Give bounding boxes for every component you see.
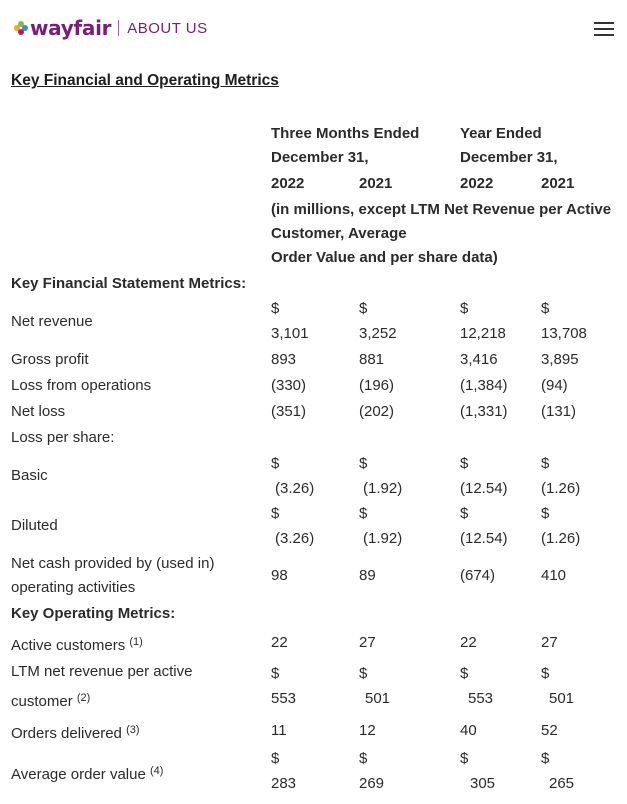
cell-value: (3.26) <box>275 530 315 547</box>
cell-value: (12.54) <box>460 480 508 497</box>
col-year: 2021 <box>541 175 575 192</box>
currency-symbol: $ <box>271 665 280 682</box>
col-year: 2022 <box>460 175 494 192</box>
brand-name: wayfair <box>30 16 112 40</box>
cell-value: 11 <box>271 722 287 739</box>
cell-value: 305 <box>470 775 496 792</box>
col-year: 2022 <box>271 175 305 192</box>
cell-value: (1.92) <box>363 530 403 547</box>
cell-value: 40 <box>460 722 477 739</box>
logo-divider <box>118 20 119 36</box>
cell-value: 12 <box>359 722 376 739</box>
row-label-loss-from-operations: Loss from operations <box>11 377 152 394</box>
cell-value: (1.92) <box>363 480 403 497</box>
currency-symbol: $ <box>271 300 280 317</box>
row-label-ltm-net-revenue: LTM net revenue per active <box>11 663 193 680</box>
currency-symbol: $ <box>541 455 550 472</box>
currency-symbol: $ <box>271 750 280 767</box>
col-group2-line2: December 31, <box>460 149 558 166</box>
cell-value: (12.54) <box>460 530 508 547</box>
cell-value: (202) <box>359 403 395 420</box>
cell-value: 27 <box>359 634 376 651</box>
currency-symbol: $ <box>271 455 280 472</box>
cell-value: (1,384) <box>460 377 508 394</box>
cell-value: 89 <box>359 567 376 584</box>
units-note-line2: Customer, Average <box>271 225 407 242</box>
currency-symbol: $ <box>460 455 469 472</box>
cell-value: 3,252 <box>359 325 397 342</box>
currency-symbol: $ <box>460 750 469 767</box>
row-label-net-cash-cont: operating activities <box>11 579 136 596</box>
site-header <box>0 0 627 62</box>
cell-value: 3,416 <box>460 351 498 368</box>
row-label-ltm-cont: customer $^{(2)}$ <box>11 692 91 710</box>
col-group1-line2: December 31, <box>271 149 369 166</box>
row-label-diluted: Diluted <box>11 517 58 534</box>
currency-symbol: $ <box>541 750 550 767</box>
cell-value: (94) <box>541 377 568 394</box>
row-label-net-revenue: Net revenue <box>11 313 93 330</box>
cell-value: 13,708 <box>541 325 587 342</box>
currency-symbol: $ <box>359 665 368 682</box>
currency-symbol: $ <box>541 300 550 317</box>
section-name: ABOUT US <box>127 19 208 37</box>
cell-value: 22 <box>271 634 288 651</box>
cell-value: 269 <box>359 775 385 792</box>
cell-value: 98 <box>271 567 288 584</box>
currency-symbol: $ <box>460 300 469 317</box>
cell-value: (1.26) <box>541 480 581 497</box>
pinwheel-logo-icon <box>14 21 28 35</box>
row-label-orders-delivered: Orders delivered $^{(3)}$ <box>11 724 140 742</box>
cell-value: 553 <box>468 690 494 707</box>
cell-value: (3.26) <box>275 480 315 497</box>
wayfair-logo[interactable] <box>14 16 208 40</box>
row-label-average-order-value: Average order value $^{(4)}$ <box>11 765 164 783</box>
cell-value: 265 <box>549 775 575 792</box>
cell-value: 52 <box>541 722 558 739</box>
cell-value: (1.26) <box>541 530 581 547</box>
col-group2-line1: Year Ended <box>460 125 542 142</box>
cell-value: 410 <box>541 567 567 584</box>
currency-symbol: $ <box>359 505 368 522</box>
currency-symbol: $ <box>541 505 550 522</box>
row-label-net-loss: Net loss <box>11 403 66 420</box>
cell-value: 881 <box>359 351 385 368</box>
cell-value: 283 <box>271 775 297 792</box>
cell-value: 3,895 <box>541 351 579 368</box>
currency-symbol: $ <box>359 455 368 472</box>
currency-symbol: $ <box>359 300 368 317</box>
hamburger-menu-icon[interactable] <box>594 22 616 40</box>
cell-value: 22 <box>460 634 477 651</box>
cell-value: 12,218 <box>460 325 506 342</box>
currency-symbol: $ <box>359 750 368 767</box>
cell-value: (351) <box>271 403 307 420</box>
currency-symbol: $ <box>271 505 280 522</box>
cell-value: 553 <box>271 690 297 707</box>
footnote-ref: (4) <box>149 765 164 777</box>
cell-value: (330) <box>271 377 307 394</box>
section-heading-operating: Key Operating Metrics: <box>11 605 176 622</box>
currency-symbol: $ <box>541 665 550 682</box>
section-heading-financial: Key Financial Statement Metrics: <box>11 275 247 292</box>
page-title[interactable]: Key Financial and Operating Metrics <box>11 72 279 89</box>
col-year: 2021 <box>359 175 393 192</box>
footnote-ref: (1) <box>129 636 143 648</box>
row-label-net-cash: Net cash provided by (used in) <box>11 555 215 572</box>
cell-value: 3,101 <box>271 325 309 342</box>
row-label-basic: Basic <box>11 467 48 484</box>
cell-value: 501 <box>549 690 575 707</box>
col-group1-line1: Three Months Ended <box>271 125 420 142</box>
currency-symbol: $ <box>460 665 469 682</box>
row-label-active-customers: Active customers $^{(1)}$ <box>11 636 143 654</box>
footnote-ref: (3) <box>126 724 140 736</box>
cell-value: 501 <box>365 690 391 707</box>
cell-value: (674) <box>460 567 496 584</box>
currency-symbol: $ <box>460 505 469 522</box>
cell-value: 27 <box>541 634 558 651</box>
row-label-loss-per-share: Loss per share: <box>11 429 115 446</box>
row-label-gross-profit: Gross profit <box>11 351 89 368</box>
footnote-ref: (2) <box>76 692 91 704</box>
cell-value: 893 <box>271 351 297 368</box>
units-note-line3: Order Value and per share data) <box>271 249 498 266</box>
cell-value: (1,331) <box>460 403 508 420</box>
units-note-line1: (in millions, except LTM Net Revenue per Active <box>271 201 612 218</box>
cell-value: (131) <box>541 403 577 420</box>
cell-value: (196) <box>359 377 395 394</box>
